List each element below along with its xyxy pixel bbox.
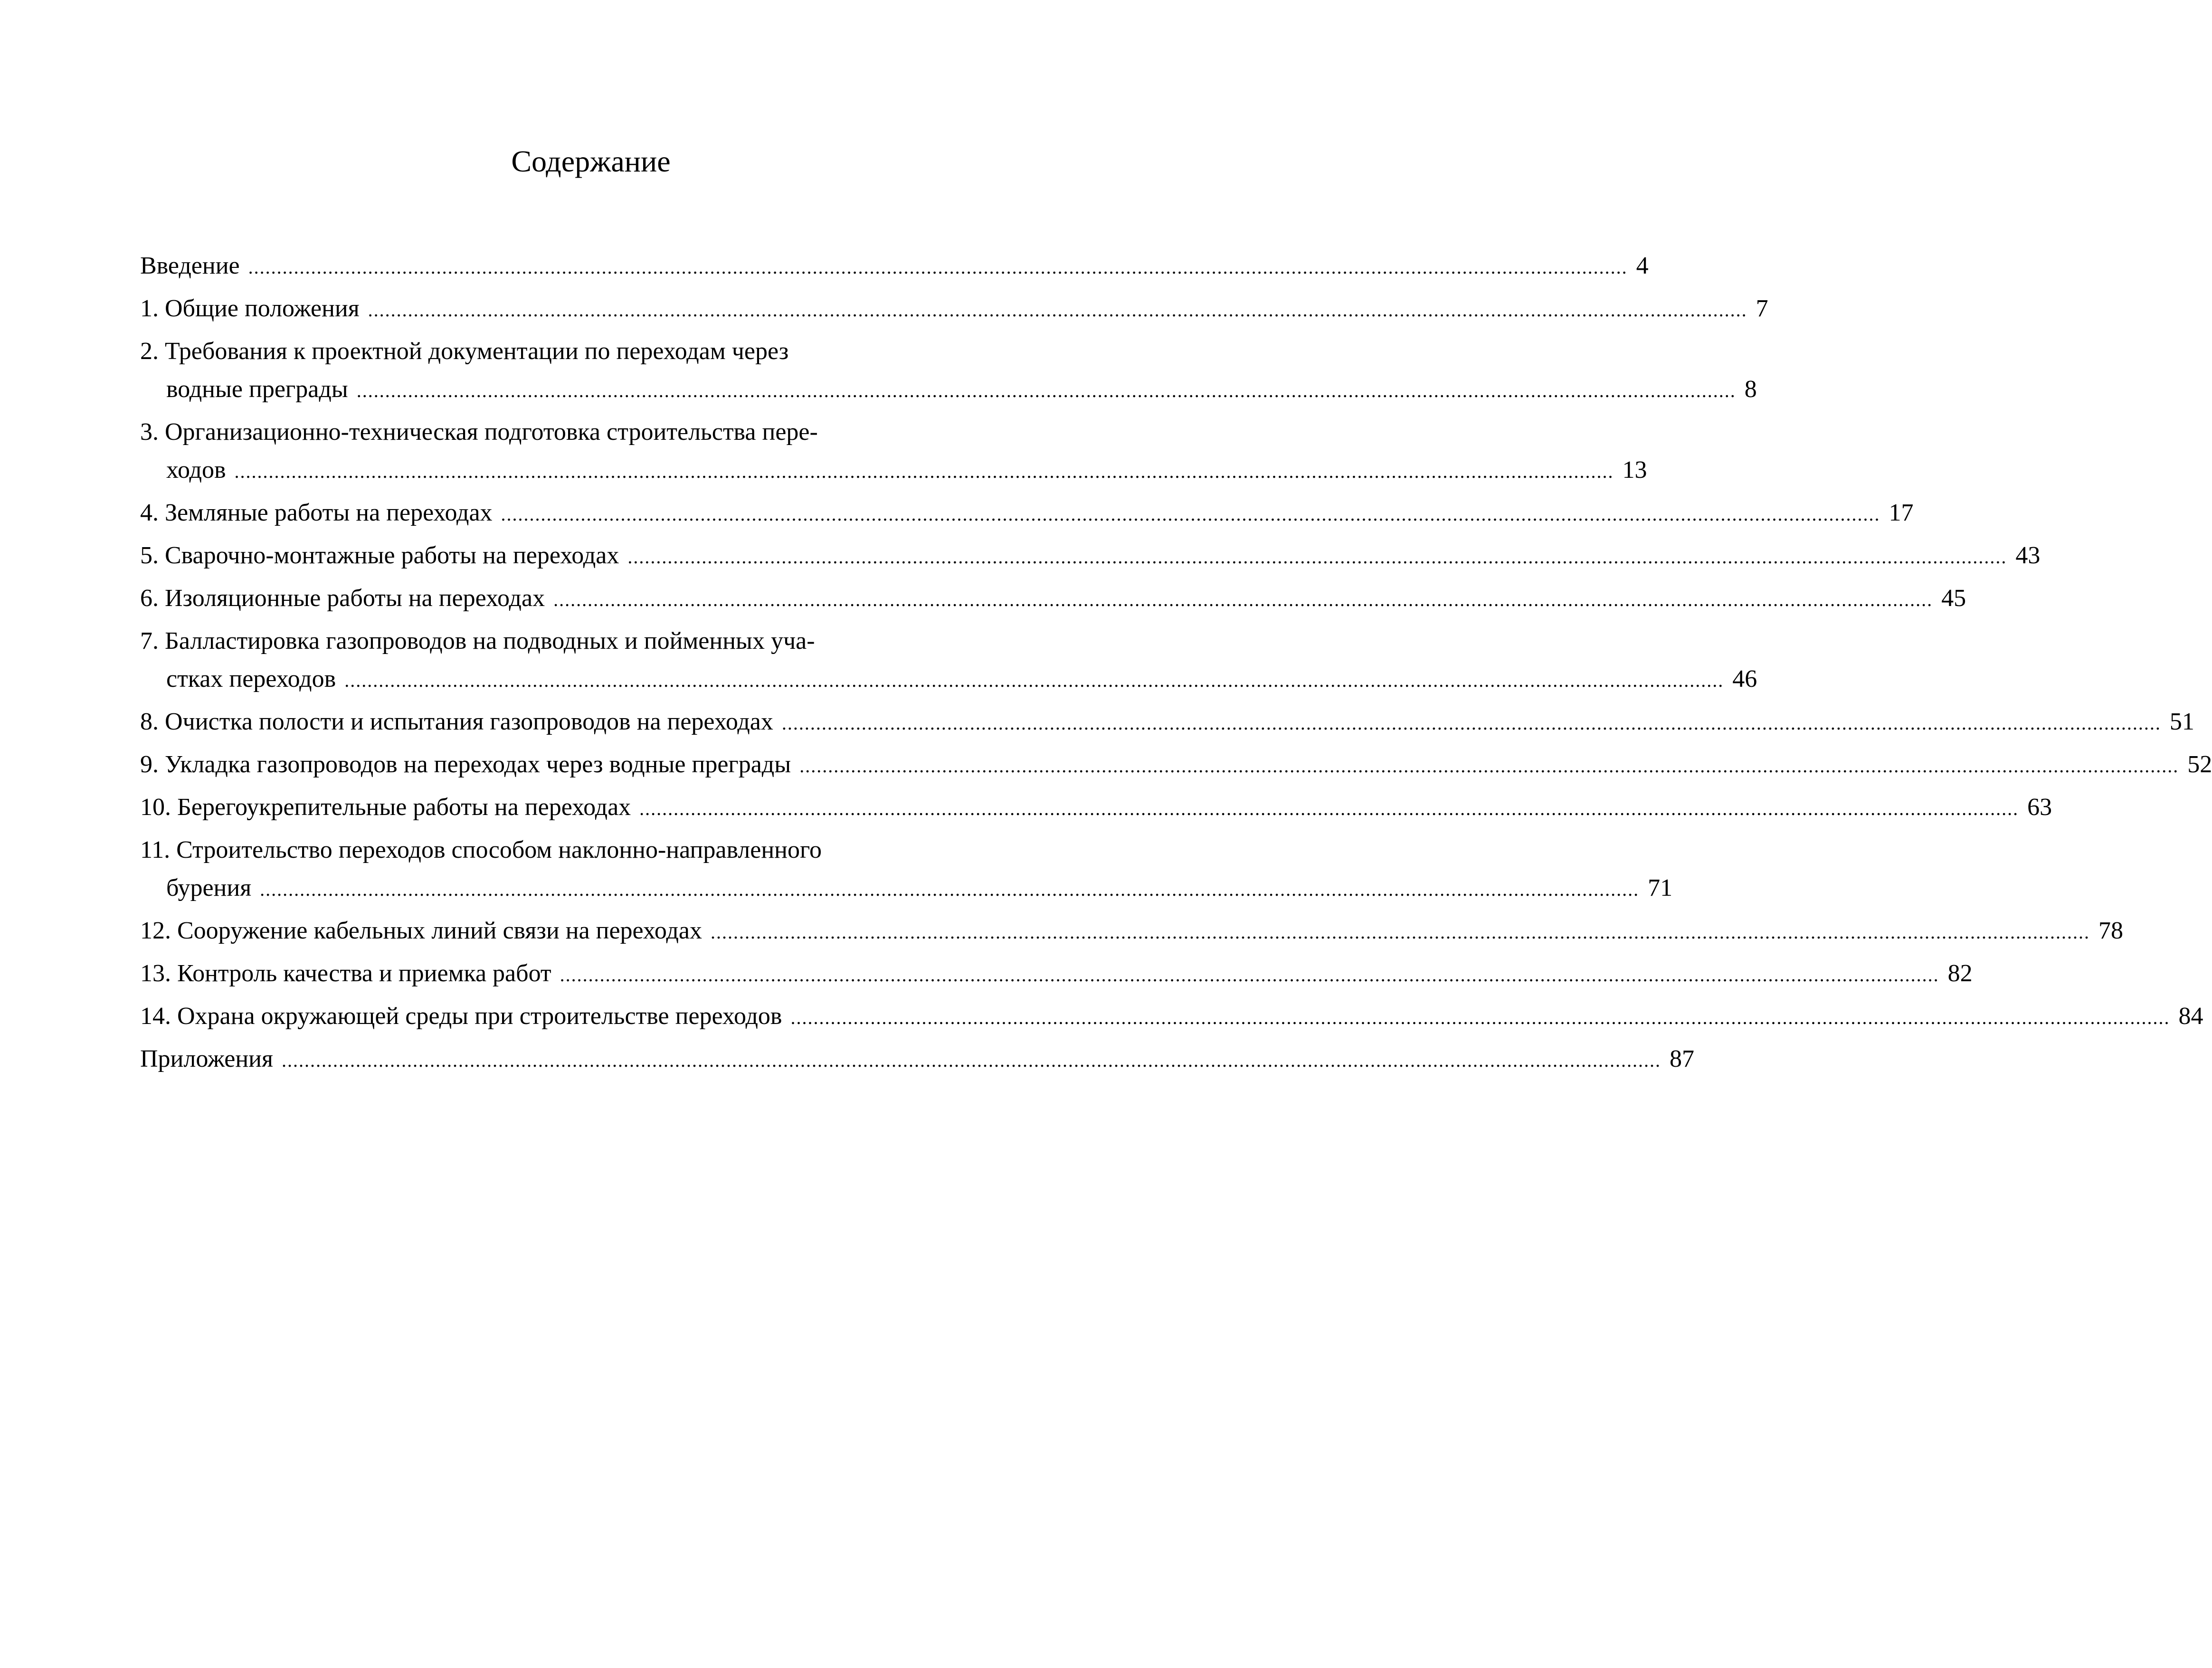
toc-entry-title: 13. Контроль качества и приемка работ [140, 960, 551, 987]
toc-entry-appendices[interactable] [140, 1040, 1694, 1078]
toc-page-number: 46 [1732, 665, 1757, 692]
leader-dots: .................................................................................................................................................................................................................................................. [560, 964, 1939, 986]
toc-entry-intro[interactable] [140, 247, 1649, 285]
leader-dots: .................................................................................................................................................................................................................................................. [248, 256, 1628, 278]
toc-entry-13[interactable] [140, 955, 1973, 993]
toc-entry-title-line2: водные преграды [166, 376, 348, 403]
leader-dots: .................................................................................................................................................................................................................................................. [356, 380, 1736, 401]
toc-entry-title-line2: бурения [166, 874, 252, 901]
toc-page-number: 82 [1947, 960, 1973, 987]
toc-entry-4[interactable] [140, 494, 1914, 532]
toc-page-number: 87 [1669, 1045, 1694, 1072]
toc-entry-5[interactable] [140, 537, 2041, 575]
toc-entry-title: 5. Сварочно-монтажные работы на переходах [140, 542, 619, 569]
leader-dots: .................................................................................................................................................................................................................................................. [344, 670, 1724, 691]
leader-dots: .................................................................................................................................................................................................................................................. [799, 755, 2179, 777]
toc-entry-8[interactable] [140, 703, 2194, 741]
toc-entry-title: Приложения [140, 1045, 273, 1072]
leader-dots: .................................................................................................................................................................................................................................................. [639, 798, 2019, 819]
toc-entry-title: 14. Охрана окружающей среды при строительстве переходов [140, 1003, 782, 1030]
toc-entry-title: 1. Общие положения [140, 295, 360, 322]
toc-page-number: 43 [2015, 542, 2041, 569]
toc-page-number: 7 [1756, 295, 1768, 322]
toc-page-number: 8 [1744, 376, 1757, 403]
toc-entry-3[interactable] [140, 413, 1647, 494]
toc-entry-title-line1: 11. Строительство переходов способом наклонно-направленного [140, 836, 822, 863]
toc-page-number: 17 [1889, 499, 1914, 526]
toc-page-number: 45 [1941, 585, 1966, 612]
toc-entry-title-line2: ходов [166, 456, 226, 483]
toc-page-number: 84 [2178, 1003, 2203, 1030]
toc-entry-title-line1: 3. Организационно-техническая подготовка строительства пере- [140, 418, 818, 445]
leader-dots: .................................................................................................................................................................................................................................................. [281, 1050, 1661, 1071]
leader-dots: .................................................................................................................................................................................................................................................. [501, 503, 1880, 525]
toc-page-number: 52 [2187, 751, 2212, 778]
toc-entry-title: 10. Берегоукрепительные работы на переходах [140, 794, 631, 821]
toc-entry-10[interactable] [140, 788, 2052, 826]
toc-page-number: 51 [2169, 708, 2194, 735]
toc-entry-title: 4. Земляные работы на переходах [140, 499, 493, 526]
toc-entry-12[interactable] [140, 912, 2123, 950]
toc-entry-title-line2: стках переходов [166, 665, 336, 692]
toc-page-number: 71 [1648, 874, 1673, 901]
leader-dots: .................................................................................................................................................................................................................................................. [260, 879, 1640, 900]
toc-entry-2[interactable] [140, 332, 1757, 413]
leader-dots: .................................................................................................................................................................................................................................................. [234, 461, 1614, 482]
toc-entry-14[interactable] [140, 997, 2203, 1035]
toc-entry-11[interactable] [140, 831, 1673, 912]
toc-page-number: 63 [2027, 794, 2052, 821]
toc-entry-title: 12. Сооружение кабельных линий связи на переходах [140, 917, 702, 944]
toc-entry-6[interactable] [140, 579, 1966, 617]
leader-dots: .................................................................................................................................................................................................................................................. [781, 712, 2161, 734]
toc-page-number: 13 [1622, 456, 1647, 483]
leader-dots: .................................................................................................................................................................................................................................................. [790, 1007, 2170, 1028]
toc-page-number: 78 [2098, 917, 2123, 944]
toc-entry-title-line1: 7. Балластировка газопроводов на подводных и пойменных уча- [140, 627, 815, 654]
leader-dots: .................................................................................................................................................................................................................................................. [710, 921, 2090, 943]
toc-entry-title-line1: 2. Требования к проектной документации по переходам через [140, 338, 789, 365]
page-title: Содержание [511, 144, 671, 178]
leader-dots: .................................................................................................................................................................................................................................................. [553, 589, 1933, 610]
leader-dots: .................................................................................................................................................................................................................................................. [368, 299, 1747, 321]
toc-entry-title: Введение [140, 252, 240, 279]
leader-dots: .................................................................................................................................................................................................................................................. [627, 546, 2007, 568]
toc-entry-9[interactable] [140, 746, 2212, 784]
toc-entry-title: 8. Очистка полости и испытания газопроводов на переходах [140, 708, 773, 735]
toc-page-number: 4 [1636, 252, 1649, 279]
toc-entry-title: 9. Укладка газопроводов на переходах через водные преграды [140, 751, 791, 778]
toc-entry-title: 6. Изоляционные работы на переходах [140, 585, 545, 612]
toc-entry-7[interactable] [140, 622, 1757, 703]
toc-entry-1[interactable] [140, 290, 1768, 328]
